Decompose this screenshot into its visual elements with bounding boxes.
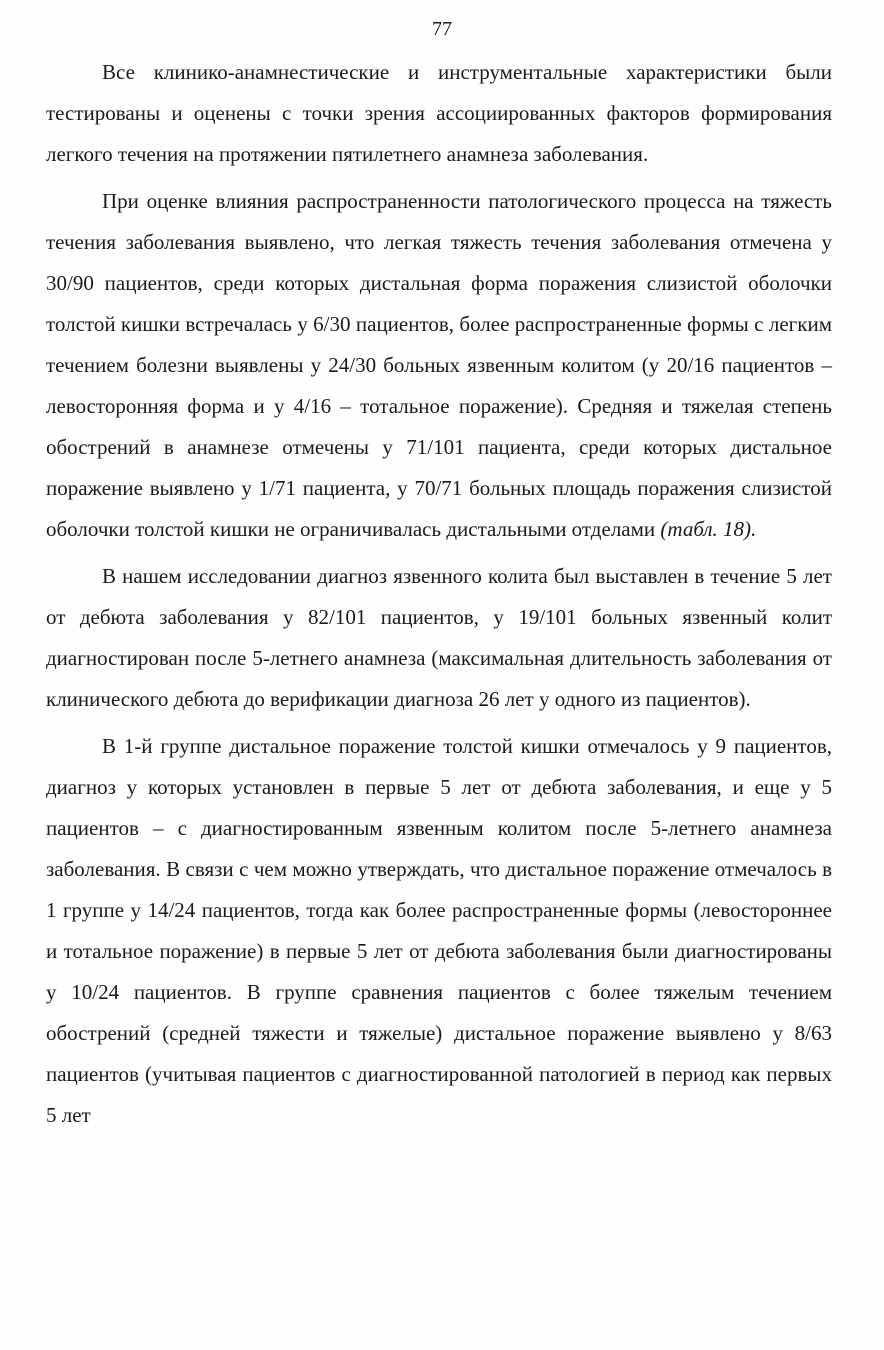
paragraph-1-text: Все клинико-анамнестические и инструментальные характеристики были тестированы и оценены с точки зрения ассоциированных факторов формирования легкого течения на протяжении пятилетнего анамнеза заболевания.	[46, 60, 832, 166]
paragraph-3-text: В нашем исследовании диагноз язвенного колита был выставлен в течение 5 лет от дебюта заболевания у 82/101 пациентов, у 19/101 больных язвенный колит диагностирован после 5-летнего анамнеза (максимальная длительность заболевания от клинического дебюта до верификации диагноза 26 лет у одного из пациентов).	[46, 564, 832, 711]
paragraph-3	[46, 556, 832, 720]
table-reference: (табл. 18).	[660, 517, 757, 541]
paragraph-2-text: При оценке влияния распространенности патологического процесса на тяжесть течения заболевания выявлено, что легкая тяжесть течения заболевания отмечена у 30/90 пациентов, среди которых дистальная форма поражения слизистой оболочки толстой кишки встречалась у 6/30 пациентов, более распространенные формы с легким течением болезни выявлены у 24/30 больных язвенным колитом (у 20/16 пациентов – левосторонняя форма и у 4/16 – тотальное поражение). Средняя и тяжелая степень обострений в анамнезе отмечены у 71/101 пациента, среди которых дистальное поражение выявлено у 1/71 пациента, у 70/71 больных площадь поражения слизистой оболочки толстой кишки не ограничивалась дистальными отделами	[46, 189, 832, 541]
body-text	[46, 52, 832, 1142]
page-number: 77	[432, 18, 452, 40]
paragraph-2	[46, 181, 832, 550]
paragraph-4	[46, 726, 832, 1136]
paragraph-4-text: В 1-й группе дистальное поражение толстой кишки отмечалось у 9 пациентов, диагноз у которых установлен в первые 5 лет от дебюта заболевания, и еще у 5 пациентов – с диагностированным язвенным колитом после 5-летнего анамнеза заболевания. В связи с чем можно утверждать, что дистальное поражение отмечалось в 1 группе у 14/24 пациентов, тогда как более распространенные формы (левостороннее и тотальное поражение) в первые 5 лет от дебюта заболевания были диагностированы у 10/24 пациентов. В группе сравнения пациентов с более тяжелым течением обострений (средней тяжести и тяжелые) дистальное поражение выявлено у 8/63 пациентов (учитывая пациентов с диагностированной патологией в период как первых 5 лет	[46, 734, 832, 1127]
paragraph-1	[46, 52, 832, 175]
